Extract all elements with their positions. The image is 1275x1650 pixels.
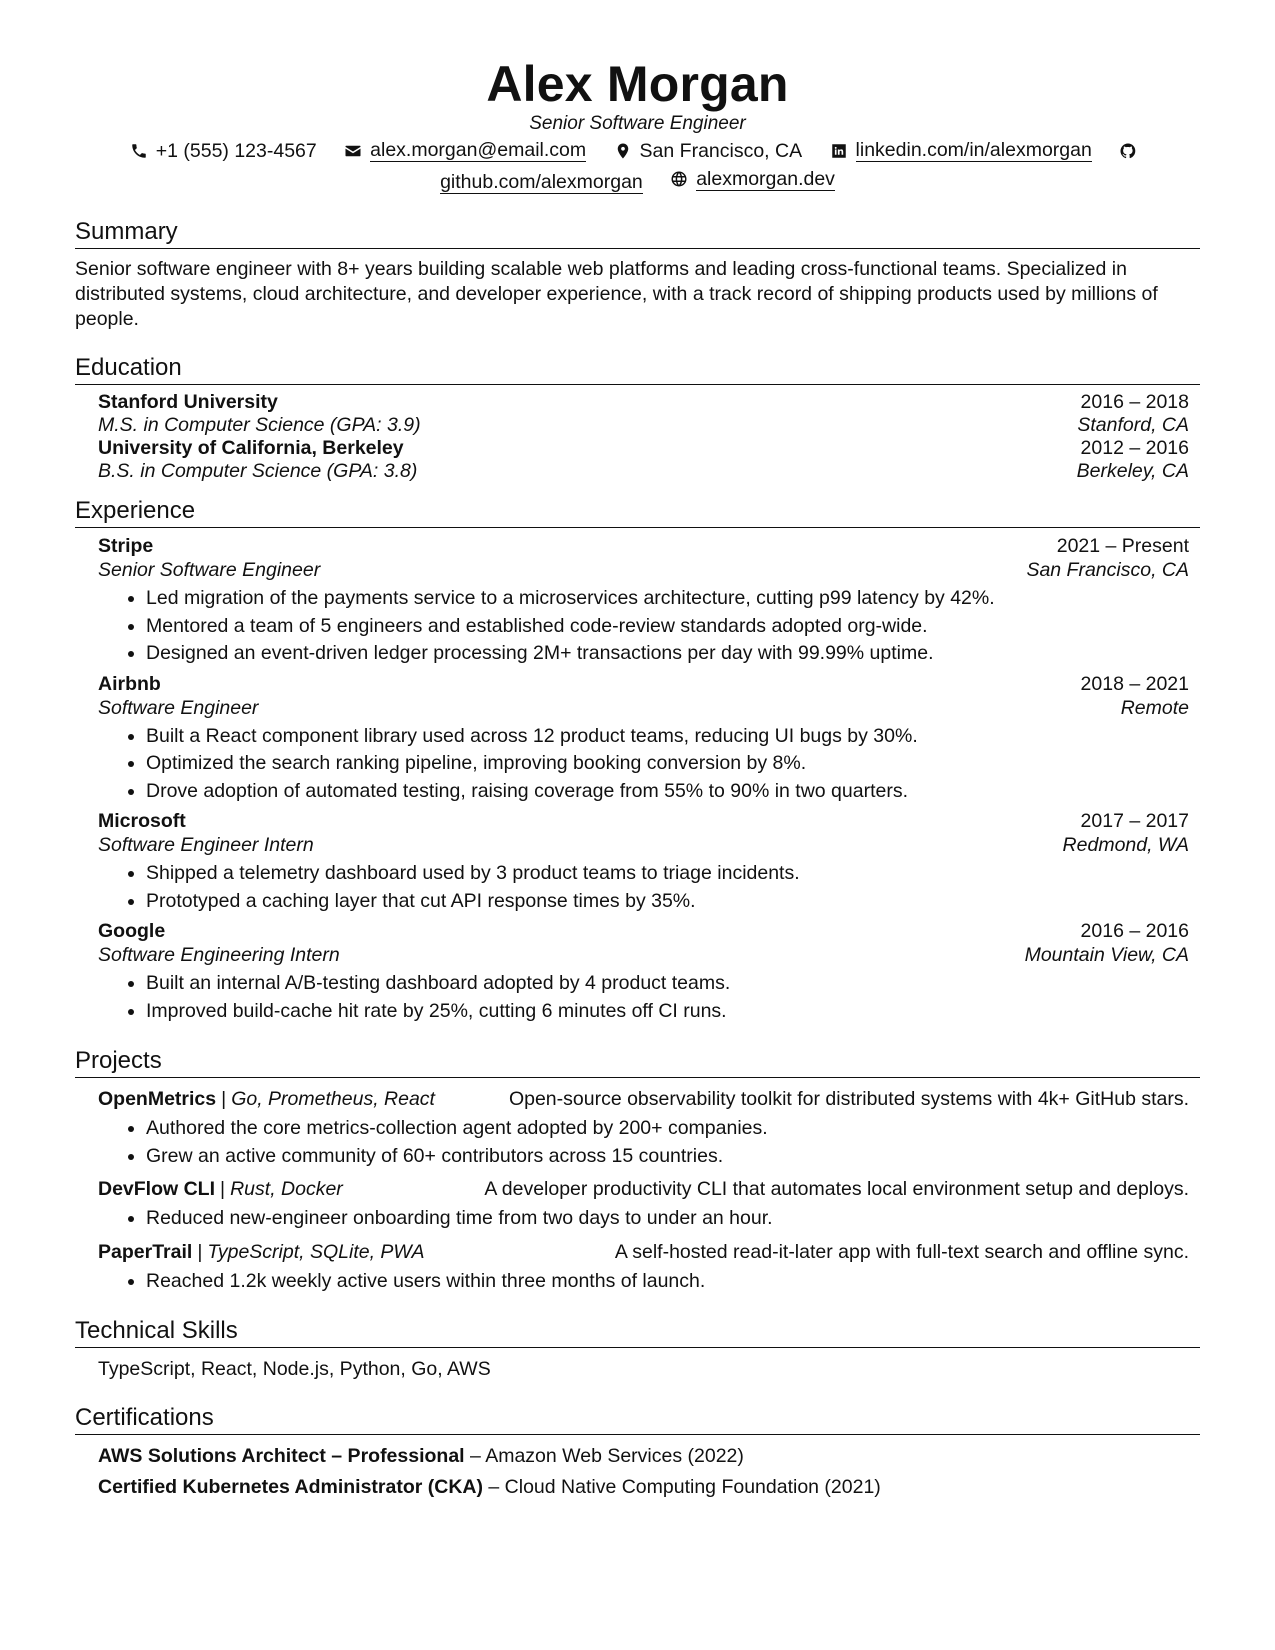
project-description: A developer productivity CLI that automates local environment setup and deploys. xyxy=(484,1178,1189,1200)
job-position: Software Engineer xyxy=(98,696,259,719)
website-link[interactable]: alexmorgan.dev xyxy=(696,167,835,190)
degree: M.S. in Computer Science (GPA: 3.9) xyxy=(98,414,421,436)
company-name: Microsoft xyxy=(98,810,186,832)
company-name: Google xyxy=(98,920,166,942)
bullet-item: • Designed an event-driven ledger processing 2M+ transactions per day with 99.99% uptime. xyxy=(146,640,1189,668)
bullet-item: • Drove adoption of automated testing, raising coverage from 55% to 90% in two quarters. xyxy=(146,778,1189,806)
bullet-item: • Improved build-cache hit rate by 25%, cutting 6 minutes off CI runs. xyxy=(146,998,1189,1026)
contact-location xyxy=(614,137,803,165)
github-link[interactable]: github.com/alexmorgan xyxy=(440,171,643,193)
certification-issuer: – Amazon Web Services (2022) xyxy=(464,1445,744,1467)
project-list xyxy=(75,1086,1200,1295)
envelope-icon xyxy=(344,142,362,160)
bullet-item: • Mentored a team of 5 engineers and established code-review standards adopted org-wide. xyxy=(146,613,1189,641)
project-stack: Go, Prometheus, React xyxy=(231,1088,435,1110)
education-dates: 2016 – 2018 xyxy=(1080,391,1189,413)
job-location: Remote xyxy=(1120,696,1189,719)
company-name: Stripe xyxy=(98,535,154,557)
bullet-item: • Led migration of the payments service to a microservices architecture, cutting p99 latency by 42%. xyxy=(146,585,1189,613)
job-dates: 2018 – 2021 xyxy=(1080,672,1189,695)
email-link[interactable]: alex.morgan@email.com xyxy=(370,139,587,161)
github-icon xyxy=(1119,142,1137,160)
summary-section xyxy=(75,218,1200,332)
bullet-item: • Authored the core metrics-collection agent adopted by 200+ companies. xyxy=(146,1115,1189,1143)
project-name: DevFlow CLI xyxy=(98,1178,216,1200)
project-bullets xyxy=(98,1268,1189,1296)
job-position: Software Engineer Intern xyxy=(98,834,314,856)
project-stack: TypeScript, SQLite, PWA xyxy=(207,1240,425,1263)
certification-name: AWS Solutions Architect – Professional xyxy=(98,1445,465,1467)
contact-github[interactable] xyxy=(1119,142,1145,160)
education-location: Berkeley, CA xyxy=(1076,460,1189,482)
project-entry: DevFlow CLI | Rust, Docker A developer productivity CLI that automates local environment setup and deploys. • Reduced new-engineer onboarding time from two days to under an hour. xyxy=(98,1176,1189,1233)
certification-name: Certified Kubernetes Administrator (CKA) xyxy=(98,1476,483,1498)
candidate-role: Senior Software Engineer xyxy=(529,112,746,134)
project-name: OpenMetrics xyxy=(98,1088,217,1110)
degree: B.S. in Computer Science (GPA: 3.8) xyxy=(98,460,418,482)
project-description: A self-hosted read-it-later app with full-text search and offline sync. xyxy=(614,1240,1189,1263)
bullet-item: • Built a React component library used across 12 product teams, reducing UI bugs by 30%. xyxy=(146,723,1189,751)
company-name: Airbnb xyxy=(98,672,161,695)
certification-list xyxy=(75,1441,1200,1503)
experience-section xyxy=(75,497,1200,1025)
resume-page xyxy=(75,58,1200,1503)
education-entry xyxy=(98,391,1189,437)
section-title-projects: Projects xyxy=(75,1047,1200,1078)
section-title-summary: Summary xyxy=(75,218,1200,249)
skills-section xyxy=(75,1317,1200,1382)
contact-email[interactable] xyxy=(344,139,586,162)
experience-list xyxy=(75,534,1200,1025)
candidate-name: Alex Morgan xyxy=(486,56,789,112)
education-entry xyxy=(98,437,1189,483)
contact-phone xyxy=(130,137,317,165)
projects-section xyxy=(75,1047,1200,1295)
phone-icon xyxy=(130,142,148,160)
certification-entry xyxy=(98,1441,1189,1472)
education-dates: 2012 – 2016 xyxy=(1080,437,1189,459)
certification-issuer: – Cloud Native Computing Foundation (2021) xyxy=(482,1476,881,1498)
skills-text: TypeScript, React, Node.js, Python, Go, AWS xyxy=(98,1358,491,1380)
project-name: PaperTrail xyxy=(98,1240,193,1263)
job-location: San Francisco, CA xyxy=(1026,559,1189,581)
job-location: Mountain View, CA xyxy=(1024,944,1189,966)
job-bullets xyxy=(98,585,1189,668)
section-title-experience: Experience xyxy=(75,497,1200,528)
project-entry: PaperTrail | TypeScript, SQLite, PWA A self-hosted read-it-later app with full-text search and offline sync. • Reached 1.2k weekly active users within three months of launch. xyxy=(98,1239,1189,1296)
bullet-item: • Optimized the search ranking pipeline, improving booking conversion by 8%. xyxy=(146,750,1189,778)
section-title-skills: Technical Skills xyxy=(75,1317,1200,1348)
job-dates: 2016 – 2016 xyxy=(1080,920,1189,942)
project-entry: OpenMetrics | Go, Prometheus, React Open-source observability toolkit for distributed systems with 4k+ GitHub stars. • Authored the core metrics-collection agent adopted by 200+ companies. • Grew an active community of 60+ contributors across 15 countries. xyxy=(98,1086,1189,1170)
job-position: Software Engineering Intern xyxy=(98,944,340,966)
bullet-item: • Shipped a telemetry dashboard used by 3 product teams to triage incidents. xyxy=(146,860,1189,888)
linkedin-link[interactable]: linkedin.com/in/alexmorgan xyxy=(855,139,1092,161)
bullet-item: • Grew an active community of 60+ contributors across 15 countries. xyxy=(146,1143,1189,1171)
job-bullets xyxy=(98,723,1189,806)
map-pin-icon xyxy=(614,142,632,160)
contact-github-url[interactable] xyxy=(440,171,643,194)
section-title-certifications: Certifications xyxy=(75,1404,1200,1435)
education-location: Stanford, CA xyxy=(1077,414,1189,436)
bullet-item: • Prototyped a caching layer that cut API response times by 35%. xyxy=(146,888,1189,916)
location-text: San Francisco, CA xyxy=(639,139,803,162)
project-stack: Rust, Docker xyxy=(230,1178,343,1200)
bullet-item: • Reached 1.2k weekly active users within three months of launch. xyxy=(146,1268,1189,1296)
project-description: Open-source observability toolkit for distributed systems with 4k+ GitHub stars. xyxy=(508,1088,1189,1110)
certifications-section xyxy=(75,1404,1200,1503)
contact-list xyxy=(75,137,1200,197)
education-list xyxy=(75,391,1200,483)
section-title-education: Education xyxy=(75,354,1200,385)
school-name: University of California, Berkeley xyxy=(98,437,404,459)
phone-number: +1 (555) 123-4567 xyxy=(155,139,317,162)
bullet-item: • Reduced new-engineer onboarding time from two days to under an hour. xyxy=(146,1205,1189,1233)
education-section xyxy=(75,354,1200,483)
job-bullets xyxy=(98,970,1189,1025)
project-bullets xyxy=(98,1205,1189,1233)
contact-linkedin[interactable] xyxy=(830,139,1092,162)
job-dates: 2021 – Present xyxy=(1056,535,1189,557)
job-entry xyxy=(98,919,1189,1025)
job-dates: 2017 – 2017 xyxy=(1080,810,1189,832)
contact-website[interactable] xyxy=(670,168,835,191)
job-entry xyxy=(98,672,1189,806)
job-bullets xyxy=(98,860,1189,915)
job-entry xyxy=(98,809,1189,915)
bullet-item: • Built an internal A/B-testing dashboard adopted by 4 product teams. xyxy=(146,970,1189,998)
summary-text: Senior software engineer with 8+ years building scalable web platforms and leading cross-functional teams. Specialized in distributed systems, cloud architecture, and developer experience, with a track record of shipping products used by millions of people. xyxy=(75,258,1158,330)
job-position: Senior Software Engineer xyxy=(98,559,321,581)
globe-icon xyxy=(670,170,688,188)
job-location: Redmond, WA xyxy=(1062,834,1189,856)
project-bullets xyxy=(98,1115,1189,1170)
school-name: Stanford University xyxy=(98,391,278,413)
job-entry xyxy=(98,534,1189,668)
certification-entry xyxy=(98,1472,1189,1503)
linkedin-icon xyxy=(830,142,848,160)
